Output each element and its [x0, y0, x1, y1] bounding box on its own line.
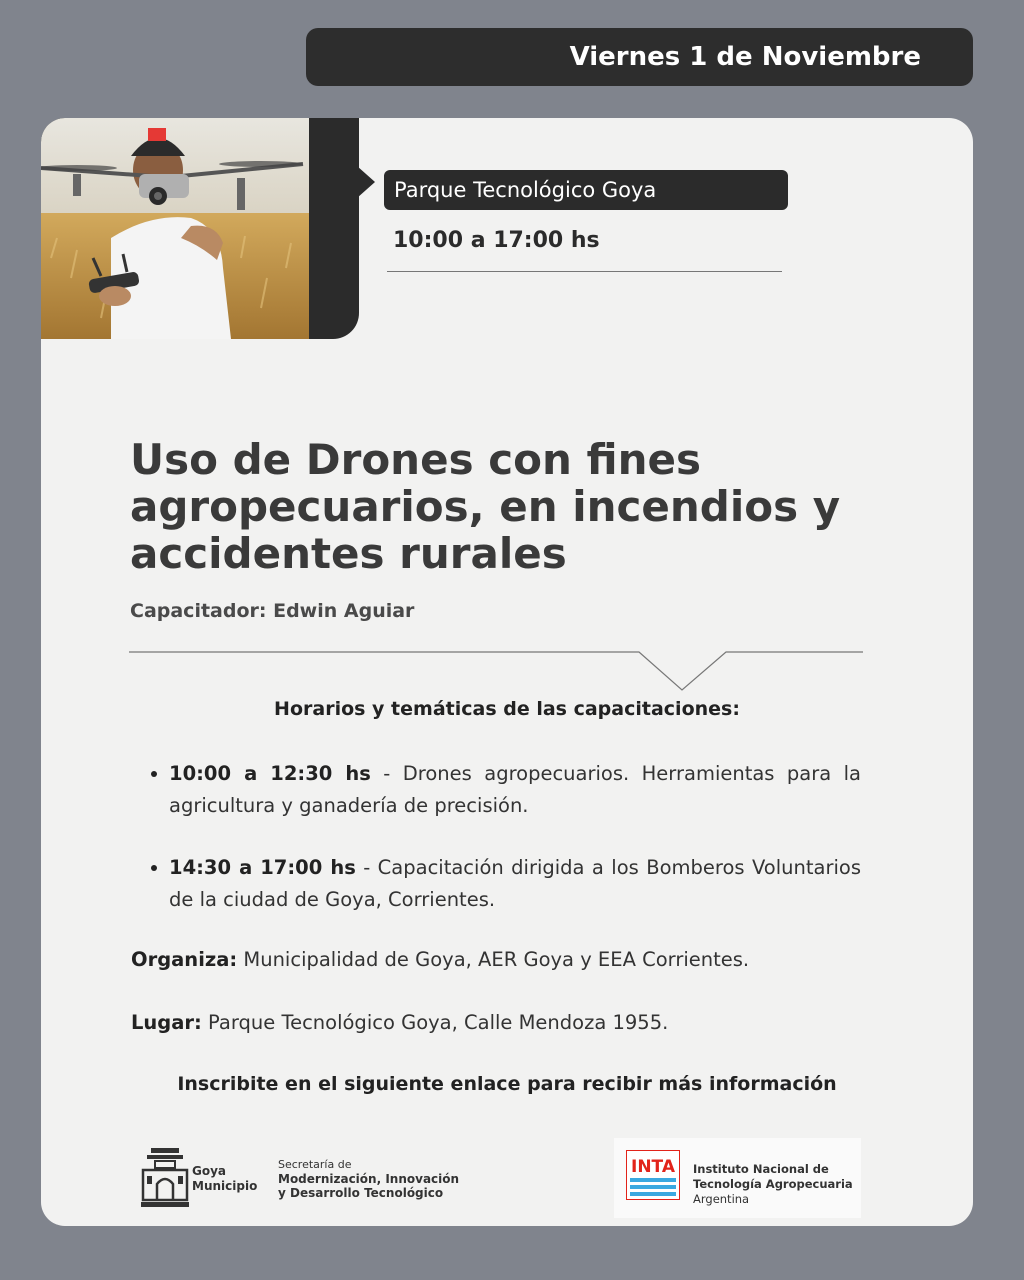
- municipio-line: Municipio: [192, 1179, 258, 1193]
- time-divider: [387, 271, 782, 272]
- secretaria-line-2: Modernización, Innovación: [278, 1172, 460, 1186]
- location-label: Lugar:: [131, 1011, 202, 1034]
- goya-municipio-label: [192, 1164, 257, 1194]
- trainer-name: Capacitador: Edwin Aguiar: [130, 600, 415, 622]
- secretaria-label: [278, 1158, 459, 1200]
- event-time: 10:00 a 17:00 hs: [393, 228, 600, 253]
- inta-line-3: Argentina: [693, 1192, 750, 1206]
- session-list: [169, 758, 861, 946]
- inta-line-1: Instituto Nacional de: [693, 1162, 829, 1176]
- location-line: [131, 1011, 668, 1034]
- secretaria-line-3: y Desarrollo Tecnológico: [278, 1186, 444, 1200]
- session-item: [169, 758, 861, 822]
- drone-operator-photo: [41, 118, 309, 339]
- session-description: - Capacitación dirigida a los Bomberos Voluntarios de la ciudad de Goya, Corrientes.: [169, 856, 861, 911]
- organizer-label: Organiza:: [131, 948, 238, 971]
- organizer-line: [131, 948, 749, 971]
- city-hall-emblem-icon: [141, 1146, 189, 1208]
- secretaria-line-1: Secretaría de: [278, 1158, 352, 1171]
- inta-name: [693, 1162, 853, 1207]
- event-date: Viernes 1 de Noviembre: [569, 42, 921, 72]
- session-time: 14:30 a 17:00 hs: [169, 856, 356, 879]
- inta-line-2: Tecnología Agropecuaria: [693, 1177, 853, 1191]
- frame-pointer: [357, 166, 375, 198]
- location-value: Parque Tecnológico Goya, Calle Mendoza 1955.: [201, 1011, 669, 1034]
- session-time: 10:00 a 12:30 hs: [169, 762, 371, 785]
- section-divider: [129, 646, 863, 694]
- venue-badge: [384, 170, 788, 210]
- session-item: [169, 852, 861, 916]
- goya-line: Goya: [192, 1164, 227, 1178]
- venue-name: Parque Tecnológico Goya: [394, 178, 657, 202]
- event-title: Uso de Drones con fines agropecuarios, en incendios y accidentes rurales: [130, 435, 841, 578]
- date-banner: [306, 28, 973, 86]
- inta-logo-icon: [626, 1150, 680, 1200]
- session-description: - Drones agropecuarios. Herramientas para la agricultura y ganadería de precisión.: [169, 762, 861, 817]
- schedule-heading: Horarios y temáticas de las capacitaciones:: [274, 698, 740, 720]
- inta-sponsor-box: [614, 1138, 861, 1218]
- svg-text:INTA: INTA: [631, 1157, 675, 1177]
- event-card: [41, 118, 973, 1226]
- registration-cta: Inscribite en el siguiente enlace para recibir más información: [177, 1073, 837, 1095]
- organizer-value: Municipalidad de Goya, AER Goya y EEA Corrientes.: [237, 948, 750, 971]
